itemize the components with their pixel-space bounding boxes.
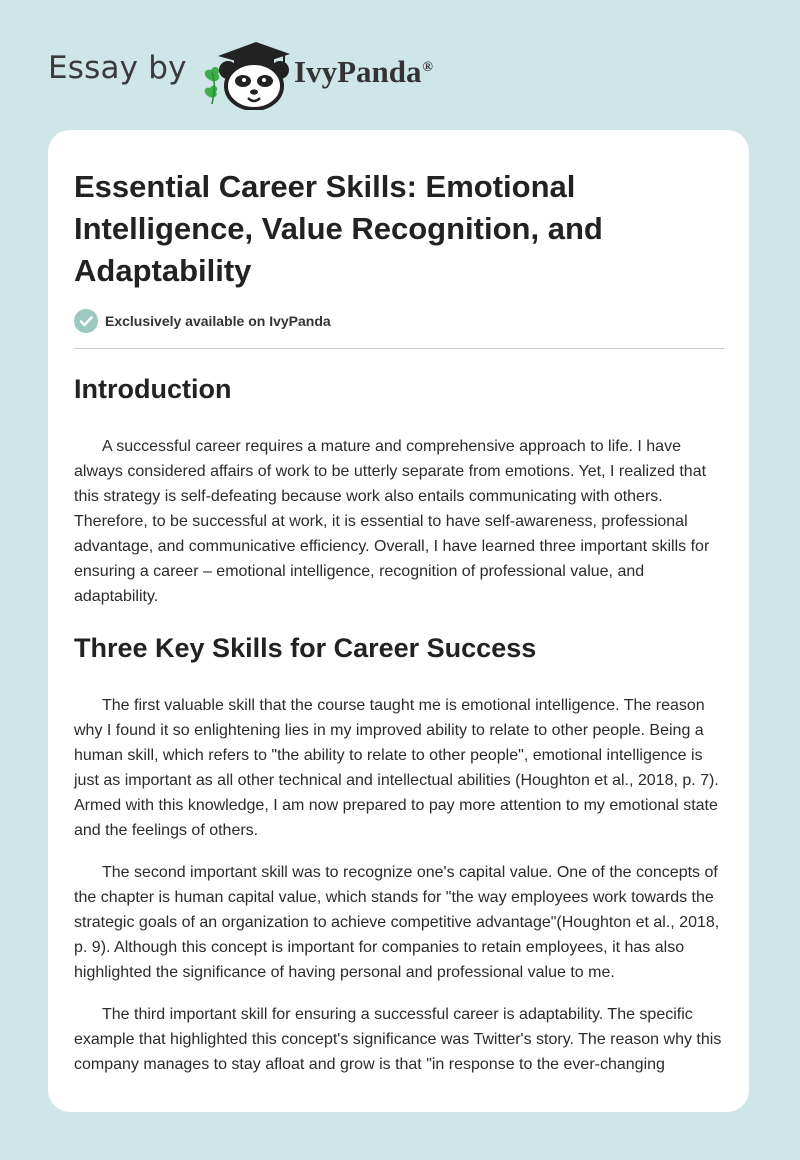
divider — [74, 348, 724, 349]
paragraph: The second important skill was to recognize one's capital value. One of the concepts of the chapter is human capital value, which stands for "the way employees work towards the strategic goals of an organization to achieve competitive advantage"(Houghton et al., 2018, p. 9). Although this concept is important for companies to retain employees, it has also highlighted the significance of having personal and professional value to me. — [74, 864, 720, 981]
brand-text: IvyPanda — [294, 54, 422, 89]
brand-name[interactable] — [294, 54, 433, 90]
essay-by-label: Essay by — [48, 50, 187, 86]
registered-mark: ® — [422, 59, 433, 75]
badge-label: Exclusively available on IvyPanda — [105, 313, 331, 329]
section-heading-key-skills: Three Key Skills for Career Success — [74, 633, 537, 663]
paragraph: The third important skill for ensuring a successful career is adaptability. The specific example that highlighted this concept's significance was Twitter's story. The reason why this company manages to stay afloat and grow is that "in response to the ever-changing — [74, 1006, 722, 1073]
paragraph: A successful career requires a mature and comprehensive approach to life. I have always considered affairs of work to be utterly separate from emotions. Yet, I realized that this strategy is self-defeating because work also entails communicating with others. Therefore, to be successful at work, it is essential to have self-awareness, professional advantage, and communicative efficiency. Overall, I have learned three important skills for ensuring a career – emotional intelligence, recognition of professional value, and adaptability. — [74, 438, 710, 605]
essay-content — [74, 166, 724, 1077]
essay-card — [48, 130, 749, 1112]
essay-title: Essential Career Skills: Emotional Intelligence, Value Recognition, and Adaptability — [74, 169, 603, 288]
exclusive-badge — [74, 308, 724, 334]
ivypanda-logo-icon[interactable] — [200, 34, 292, 110]
section-heading-introduction: Introduction — [74, 374, 232, 404]
paragraph: The first valuable skill that the course taught me is emotional intelligence. The reason why I found it so enlightening lies in my improved ability to relate to other people. Being a human skill, which refers to "the ability to relate to other people", emotional intelligence is just as important as all other technical and intellectual abilities (Houghton et al., 2018, p. 7). Armed with this knowledge, I am now prepared to pay more attention to my emotional state and the feelings of others. — [74, 697, 719, 839]
check-icon — [74, 309, 98, 333]
site-header — [0, 0, 800, 130]
